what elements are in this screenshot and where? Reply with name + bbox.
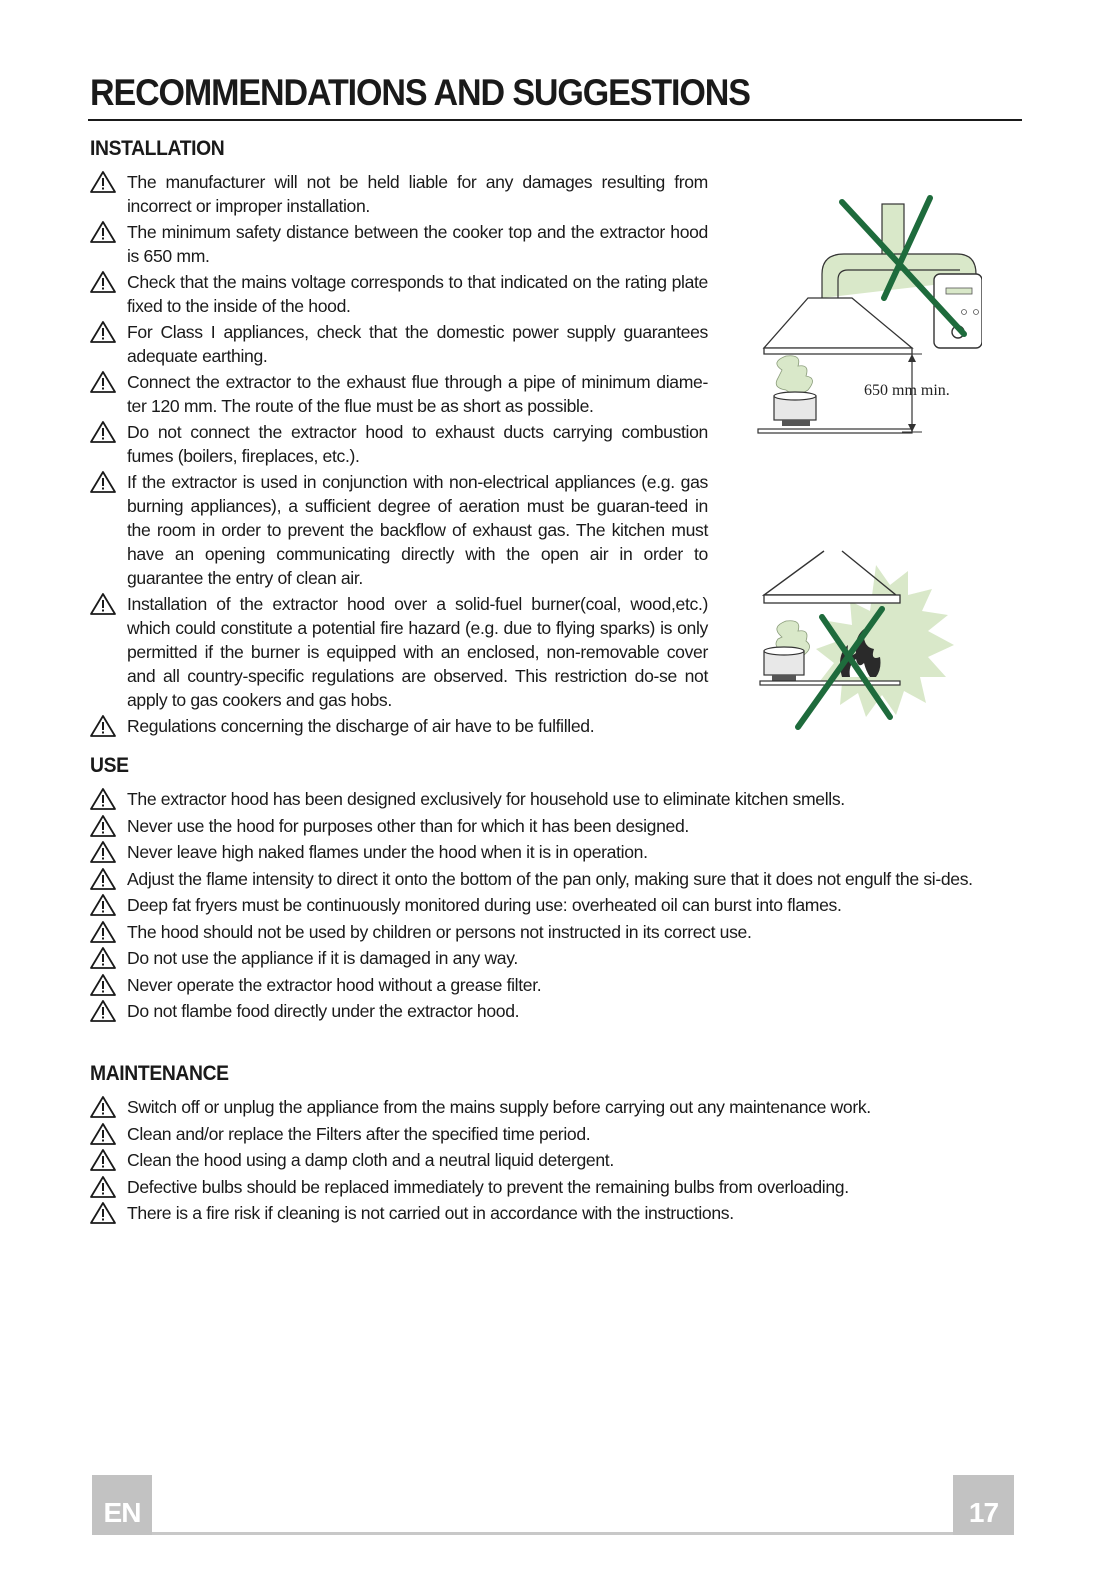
section-heading-maintenance: MAINTENANCE [90,1062,229,1085]
page-number-tab [953,1475,1014,1535]
list-item: Defective bulbs should be replaced immediately to prevent the remaining bulbs from overloading. [88,1175,1008,1199]
hood-distance-illustration [752,188,982,446]
list-item: Do not flambe food directly under the extractor hood. [88,999,1008,1023]
list-item: Check that the mains voltage corresponds to that indicated on the rating plate fixed to the inside of the hood. [88,270,708,318]
warning-icon [89,1095,117,1119]
list-item: Adjust the flame intensity to direct it onto the bottom of the pan only, making sure that it does not engulf the si-des. [88,867,1008,891]
warning-icon [89,714,117,738]
list-item: Clean the hood using a damp cloth and a neutral liquid detergent. [88,1148,1008,1172]
list-item: The minimum safety distance between the cooker top and the extractor hood is 650 mm. [88,220,708,268]
list-item: Connect the extractor to the exhaust flue through a pipe of minimum diame-ter 120 mm. The route of the flue must be as short as possible. [88,370,708,418]
warning-icon [89,1122,117,1146]
warning-icon [89,270,117,294]
language-code: EN [103,1497,141,1528]
warning-icon [89,946,117,970]
warning-icon [89,1175,117,1199]
distance-label: 650 mm min. [864,382,950,399]
warning-icon [89,220,117,244]
section-heading-use: USE [90,754,129,777]
list-item: The hood should not be used by children or persons not instructed in its correct use. [88,920,1008,944]
list-item: Deep fat fryers must be continuously monitored during use: overheated oil can burst into flames. [88,893,1008,917]
list-item: Regulations concerning the discharge of air have to be fulfilled. [88,714,708,738]
installation-list [88,170,708,740]
warning-icon [89,867,117,891]
warning-icon [89,814,117,838]
warning-icon [89,320,117,344]
list-item: Switch off or unplug the appliance from the mains supply before carrying out any maintenance work. [88,1095,1008,1119]
list-item: Clean and/or replace the Filters after the specified time period. [88,1122,1008,1146]
footer-rule [92,1532,1014,1535]
warning-icon [89,893,117,917]
list-item: Never leave high naked flames under the hood when it is in operation. [88,840,1008,864]
list-item: The extractor hood has been designed exclusively for household use to eliminate kitchen smells. [88,787,1008,811]
list-item: For Class I appliances, check that the domestic power supply guarantees adequate earthing. [88,320,708,368]
warning-icon [89,920,117,944]
title-divider [88,119,1022,121]
warning-icon [89,787,117,811]
warning-icon [89,840,117,864]
warning-icon [89,370,117,394]
warning-icon [89,592,117,616]
list-item: If the extractor is used in conjunction with non-electrical appliances (e.g. gas burning appliances), a sufficient degree of aeration must be guaran-teed in the room in order to prevent the backflow of exhaust gas. The kitchen must have an opening communicating directly with the open air in order to guarantee the entry of clean air. [88,470,708,590]
warning-icon [89,1148,117,1172]
list-item: Never use the hood for purposes other than for which it has been designed. [88,814,1008,838]
use-list [88,787,1008,1026]
solid-fuel-warning-illustration [758,545,968,735]
warning-icon [89,999,117,1023]
list-item: The manufacturer will not be held liable for any damages resulting from incorrect or improper installation. [88,170,708,218]
section-heading-installation: INSTALLATION [90,137,225,160]
warning-icon [89,470,117,494]
warning-icon [89,973,117,997]
warning-icon [89,420,117,444]
warning-icon [89,1201,117,1225]
list-item: Never operate the extractor hood without a grease filter. [88,973,1008,997]
list-item: There is a fire risk if cleaning is not carried out in accordance with the instructions. [88,1201,1008,1225]
list-item: Do not use the appliance if it is damaged in any way. [88,946,1008,970]
maintenance-list [88,1095,1008,1228]
list-item: Installation of the extractor hood over a solid-fuel burner(coal, wood,etc.) which could constitute a potential fire hazard (e.g. due to flying sparks) is only permitted if the burner is equipped with an enclosed, non-removable cover and all country-specific regulations are observed. This restriction do-se not apply to gas cookers and gas hobs. [88,592,708,712]
warning-icon [89,170,117,194]
list-item: Do not connect the extractor hood to exhaust ducts carrying combustion fumes (boilers, fireplaces, etc.). [88,420,708,468]
page-number: 17 [968,1497,999,1528]
page-title: RECOMMENDATIONS AND SUGGESTIONS [90,72,750,113]
language-tab [92,1475,152,1535]
